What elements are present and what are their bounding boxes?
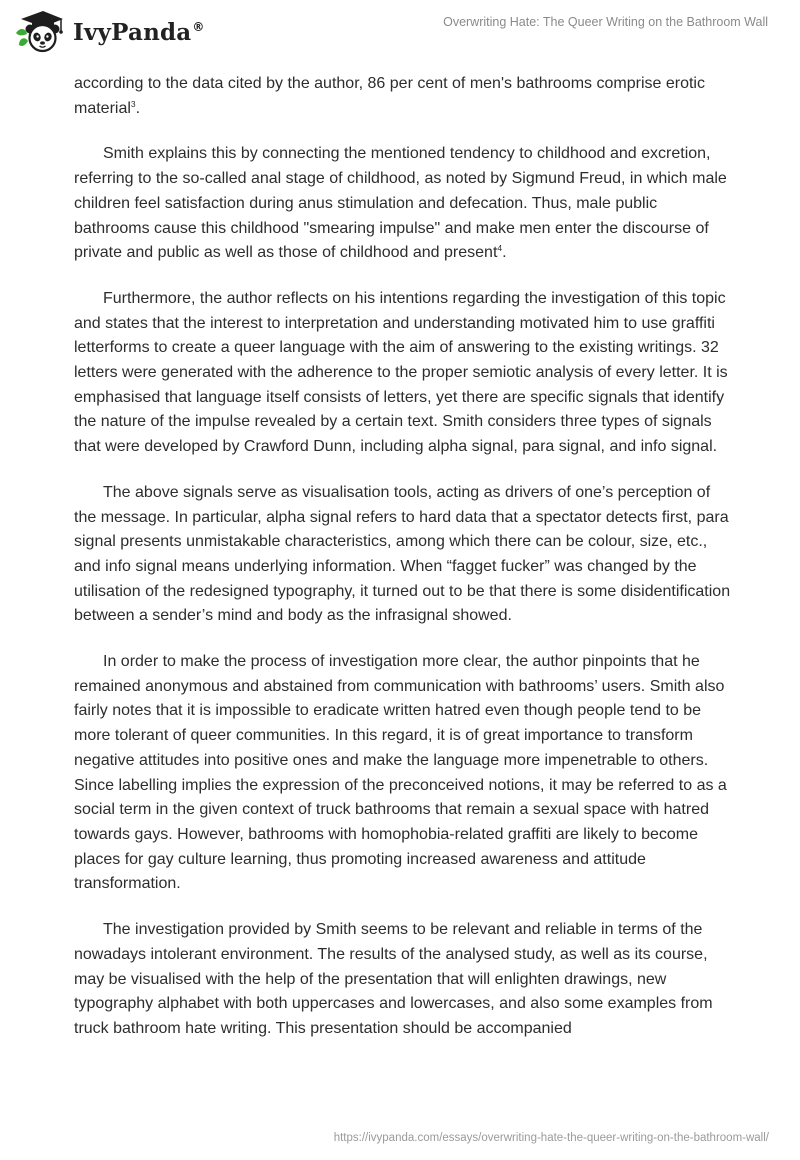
paragraph-5: In order to make the process of investigation more clear, the author pinpoints that he remained anonymous and abstained from communication with bathrooms’ users. Smith also fairly notes that it is impossible to eradicate written hatred even though people tend to be more tolerant of queer communities. In this regard, it is of great importance to transform negative attitudes into positive ones and make the language more impenetrable to others. Since labelling implies the expression of the preconceived notions, it may be referred to as a social term in the given context of truck bathrooms that remain a sexual space with hatred towards gays. However, bathrooms with homophobia-related graffiti are likely to become places for gay culture learning, thus promoting increased awareness and attitude transformation. — [74, 653, 727, 893]
paragraph-1: according to the data cited by the author, 86 per cent of men's bathrooms comprise erotic material$^3$. — [74, 75, 705, 117]
page-header — [0, 0, 800, 60]
logo-wordmark: IvyPanda® — [73, 18, 205, 46]
document-title: Overwriting Hate: The Queer Writing on the Bathroom Wall — [443, 15, 768, 29]
paragraph-2: Smith explains this by connecting the mentioned tendency to childhood and excretion, referring to the so-called anal stage of childhood, as noted by Sigmund Freud, in which male children feel satisfaction during anus stimulation and defecation. Thus, male public bathrooms cause this childhood "smearing impulse" and make men enter the discourse of private and public as well as those of childhood and present$^4$. — [74, 145, 727, 262]
source-url[interactable]: https://ivypanda.com/essays/overwriting-hate-the-queer-writing-on-the-bathroom-wall/ — [333, 1132, 769, 1144]
paragraph-4: The above signals serve as visualisation tools, acting as drivers of one’s perception of the message. In particular, alpha signal refers to hard data that a spectator detects first, para signal presents unmistakable characteristics, among which there can be colour, size, etc., and info signal means underlying information. When “fagget fucker” was changed by the utilisation of the redesigned typography, it turned out to be that there is some disidentification between a sender’s mind and body as the infrasignal showed. — [74, 483, 731, 625]
ivypanda-logo[interactable] — [13, 9, 205, 53]
registered-mark: ® — [192, 19, 205, 34]
panda-graduate-icon — [13, 9, 65, 53]
footnote-ref-4[interactable]: 4 — [497, 243, 503, 254]
paragraph-6: The investigation provided by Smith seems to be relevant and reliable in terms of the nowadays intolerant environment. The results of the analysed study, as well as its course, may be visualised with the help of the presentation that will enlighten drawings, new typography alphabet with both uppercases and lowercases, and also some examples from truck bathroom hate writing. This presentation should be accompanied — [74, 921, 713, 1037]
essay-body — [74, 72, 734, 1063]
footnote-ref-3[interactable]: 3 — [130, 98, 136, 109]
paragraph-3: Furthermore, the author reflects on his intentions regarding the investigation of this topic and states that the interest to interpretation and understanding motivated him to use graffiti letterforms to create a queer language with the aim of answering to the existing writings. 32 letters were generated with the adherence to the proper semiotic analysis of every letter. It is emphasised that language itself consists of letters, yet there are specific signals that identify the nature of the impulse revealed by a certain text. Smith considers three types of signals that were developed by Crawford Dunn, including alpha signal, para signal, and info signal. — [74, 289, 728, 456]
